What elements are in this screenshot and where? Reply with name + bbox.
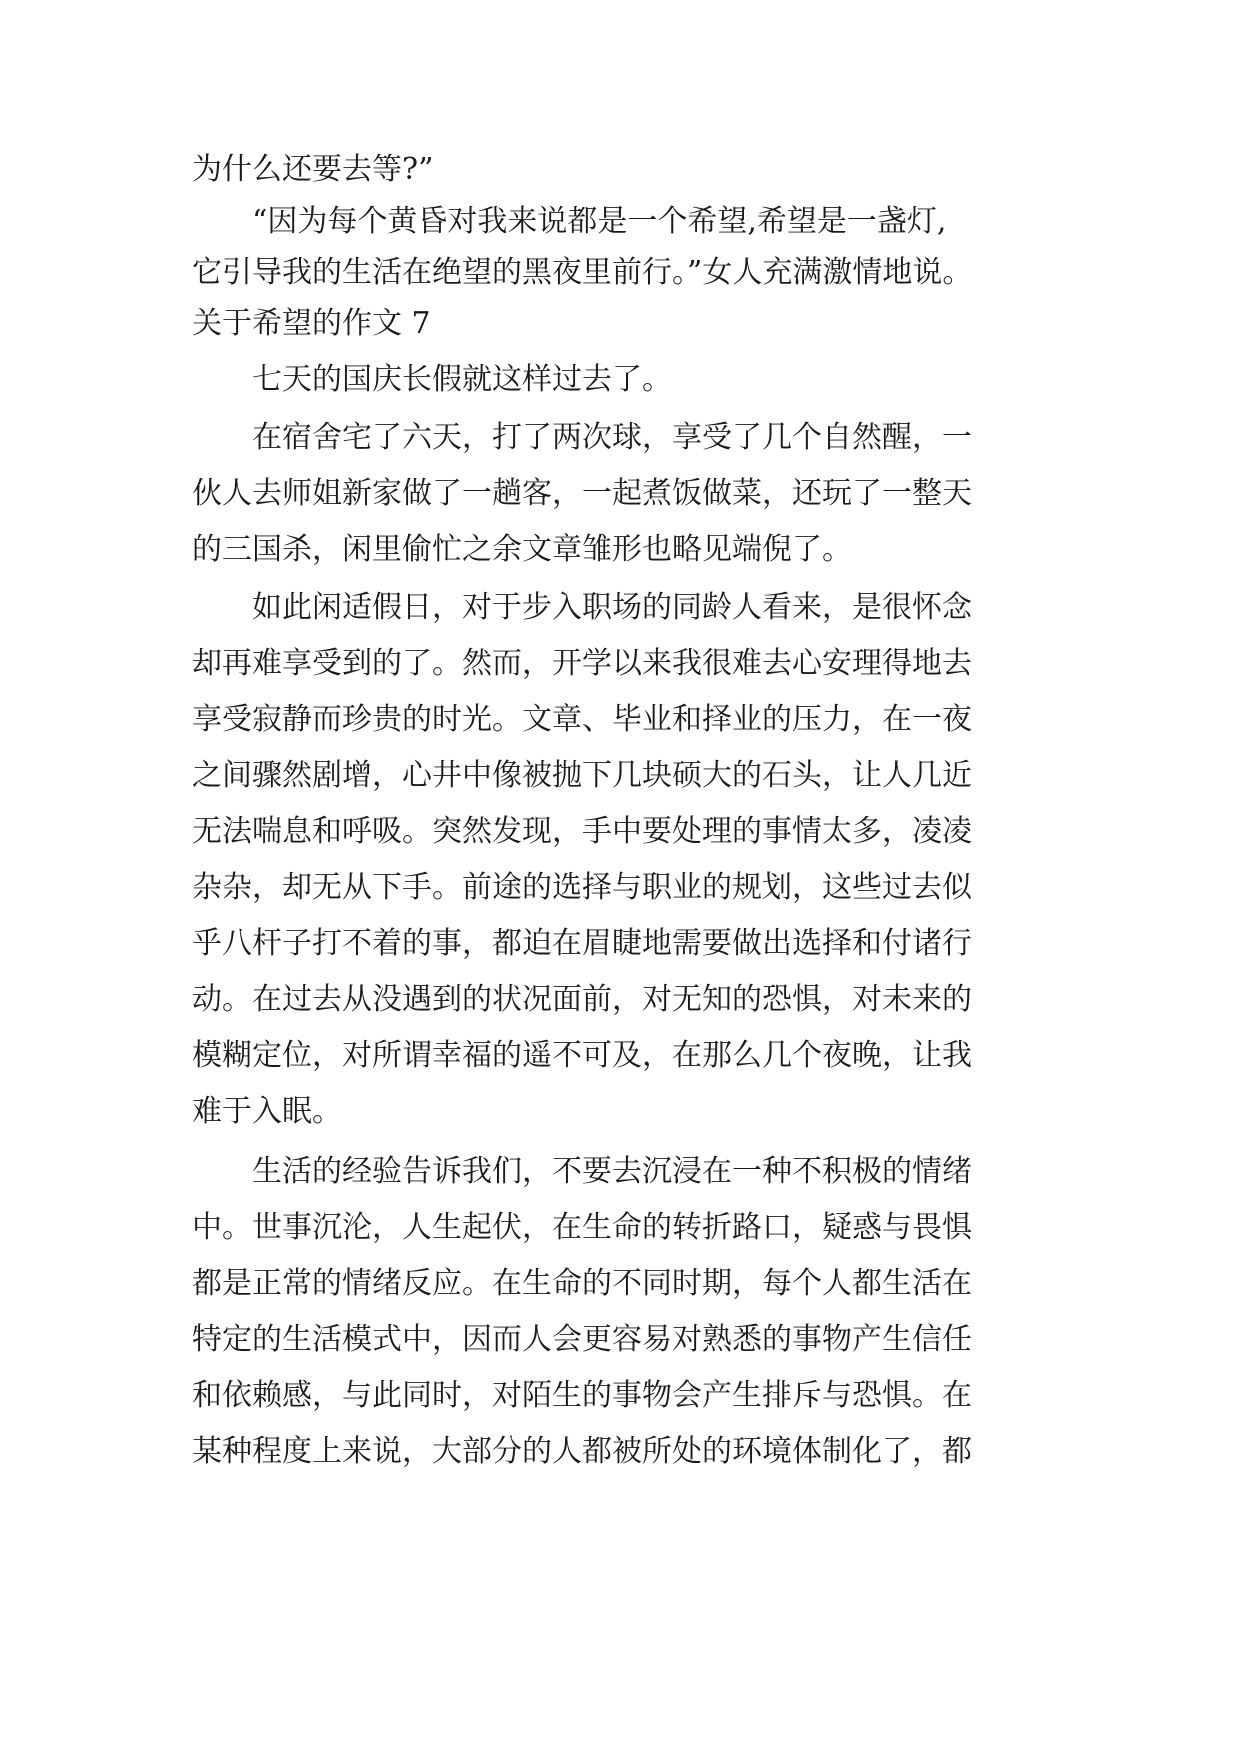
text-line: 在宿舍宅了六天，打了两次球，享受了几个自然醒，一	[252, 420, 972, 455]
text-line: 伙人去师姐新家做了一趟客，一起煮饭做菜，还玩了一整天	[192, 476, 972, 511]
text-line: 某种程度上来说，大部分的人都被所处的环境体制化了，都	[192, 1434, 972, 1469]
text-line: 杂杂，却无从下手。前途的选择与职业的规划，这些过去似	[192, 870, 972, 905]
text-line: 特定的生活模式中，因而人会更容易对熟悉的事物产生信任	[192, 1322, 972, 1357]
text-line: 难于入眠。	[192, 1094, 342, 1129]
text-line: 无法喘息和呼吸。突然发现，手中要处理的事情太多，凌凌	[192, 814, 972, 849]
text-line: 生活的经验告诉我们，不要去沉浸在一种不积极的情绪	[252, 1154, 972, 1189]
text-line: 享受寂静而珍贵的时光。文章、毕业和择业的压力，在一夜	[192, 702, 972, 737]
text-line: 之间骤然剧增，心井中像被抛下几块硕大的石头，让人几近	[192, 758, 972, 793]
text-line: 为什么还要去等?”	[192, 152, 434, 187]
text-line: 它引导我的生活在绝望的黑夜里前行。”女人充满激情地说。	[192, 255, 973, 290]
text-line: 动。在过去从没遇到的状况面前，对无知的恐惧，对未来的	[192, 982, 972, 1017]
text-line: “因为每个黄昏对我来说都是一个希望,希望是一盏灯,	[252, 204, 947, 239]
text-line: 的三国杀，闲里偷忙之余文章雏形也略见端倪了。	[192, 532, 852, 567]
section-heading: 关于希望的作文 7	[192, 306, 431, 341]
text-line: 七天的国庆长假就这样过去了。	[252, 362, 672, 397]
text-line: 中。世事沉沦，人生起伏，在生命的转折路口，疑惑与畏惧	[192, 1210, 972, 1245]
text-line: 如此闲适假日，对于步入职场的同龄人看来，是很怀念	[252, 590, 972, 625]
text-line: 模糊定位，对所谓幸福的遥不可及，在那么几个夜晚，让我	[192, 1038, 972, 1073]
text-line: 乎八杆子打不着的事，都迫在眉睫地需要做出选择和付诸行	[192, 926, 972, 961]
text-line: 却再难享受到的了。然而，开学以来我很难去心安理得地去	[192, 646, 972, 681]
text-line: 都是正常的情绪反应。在生命的不同时期，每个人都生活在	[192, 1266, 972, 1301]
text-line: 和依赖感，与此同时，对陌生的事物会产生排斥与恐惧。在	[192, 1378, 972, 1413]
